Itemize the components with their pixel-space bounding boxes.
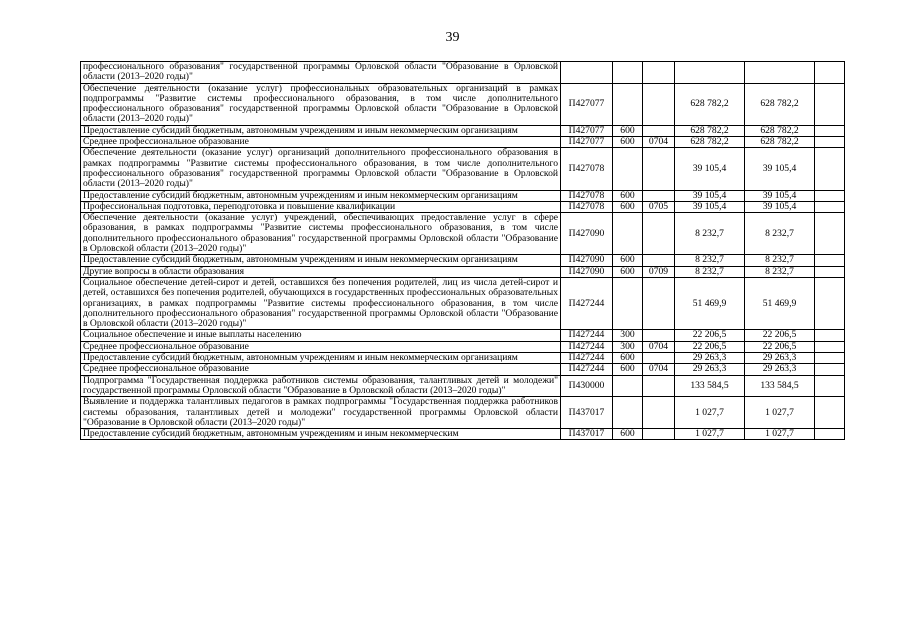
table-row [81,353,845,364]
table-row [81,148,845,190]
row-amount-2-cell: 1 027,7 [745,397,815,429]
row-name-cell: Обеспечение деятельности (оказание услуг) учреждений, обеспечивающих предоставление услуг в сфере образования, в рамках подпрограммы "Развитие системы профессионального образования, в том числе дополнительного профессионального образования" государственной программы Орловской области "Образование в Орловской области (2013–2020 годы)" [81,213,561,255]
row-name-cell: Среднее профессиональное образование [81,364,561,375]
row-code-cell: П427244 [561,353,613,364]
row-expense-type-cell [613,375,643,397]
row-expense-type-cell: 600 [613,137,643,148]
row-amount-2-cell: 628 782,2 [745,137,815,148]
row-amount-1-cell: 628 782,2 [675,137,745,148]
row-code-cell: П437017 [561,397,613,429]
row-extra-cell [815,213,845,255]
row-extra-cell [815,62,845,84]
row-amount-1-cell: 39 105,4 [675,201,745,212]
table-row [81,125,845,136]
row-expense-type-cell [613,213,643,255]
row-amount-1-cell: 39 105,4 [675,148,745,190]
row-amount-1-cell: 39 105,4 [675,190,745,201]
row-amount-1-cell: 22 206,5 [675,330,745,341]
table-row [81,201,845,212]
row-section-cell [643,397,675,429]
table-row [81,429,845,440]
row-amount-2-cell: 39 105,4 [745,148,815,190]
row-section-cell [643,62,675,84]
row-code-cell: П430000 [561,375,613,397]
row-name-cell: Среднее профессиональное образование [81,341,561,352]
row-name-cell: Предоставление субсидий бюджетным, автономным учреждениям и иным некоммерческим организациям [81,125,561,136]
row-extra-cell [815,266,845,277]
row-expense-type-cell: 600 [613,190,643,201]
row-amount-2-cell: 628 782,2 [745,83,815,125]
row-amount-1-cell: 628 782,2 [675,83,745,125]
row-section-cell [643,125,675,136]
table-row [81,137,845,148]
row-code-cell: П427078 [561,201,613,212]
row-amount-1-cell: 628 782,2 [675,125,745,136]
row-amount-2-cell: 22 206,5 [745,330,815,341]
table-row [81,341,845,352]
row-section-cell: 0705 [643,201,675,212]
row-amount-1-cell: 133 584,5 [675,375,745,397]
row-amount-2-cell: 8 232,7 [745,213,815,255]
row-expense-type-cell: 600 [613,255,643,266]
row-expense-type-cell: 600 [613,364,643,375]
row-amount-1-cell: 8 232,7 [675,266,745,277]
row-name-cell: Предоставление субсидий бюджетным, автономным учреждениям и иным некоммерческим организациям [81,190,561,201]
table-row [81,364,845,375]
table-row [81,213,845,255]
row-name-cell: Предоставление субсидий бюджетным, автономным учреждениям и иным некоммерческим организациям [81,255,561,266]
row-amount-1-cell: 8 232,7 [675,213,745,255]
row-expense-type-cell [613,277,643,329]
row-name-cell: профессионального образования" государственной программы Орловской области "Образование в Орловской области (2013–2020 годы)" [81,62,561,84]
table-row [81,375,845,397]
row-name-cell: Социальное обеспечение детей-сирот и детей, оставшихся без попечения родителей, лиц из числа детей-сирот и детей, оставшихся без попечения родителей, обучающихся в государственных профессиональных образовательных организациях, в рамках подпрограммы "Развитие системы профессионального образования, в том числе дополнительного профессионального образования" государственной программы Орловской области "Образование в Орловской области (2013–2020 годы)" [81,277,561,329]
row-extra-cell [815,375,845,397]
row-expense-type-cell [613,62,643,84]
row-amount-2-cell: 1 027,7 [745,429,815,440]
row-extra-cell [815,429,845,440]
row-expense-type-cell: 600 [613,266,643,277]
row-code-cell: П427244 [561,277,613,329]
row-section-cell: 0704 [643,137,675,148]
row-expense-type-cell: 300 [613,341,643,352]
row-extra-cell [815,83,845,125]
row-section-cell [643,330,675,341]
row-section-cell [643,148,675,190]
row-extra-cell [815,190,845,201]
table-row [81,266,845,277]
row-name-cell: Профессиональная подготовка, переподготовка и повышение квалификации [81,201,561,212]
row-name-cell: Обеспечение деятельности (оказание услуг) профессиональных образовательных организаций в рамках подпрограммы "Развитие системы профессионального образования, в том числе дополнительного профессионального образования" государственной программы Орловской области "Образование в Орловской области (2013–2020 годы)" [81,83,561,125]
row-name-cell: Среднее профессиональное образование [81,137,561,148]
row-code-cell: П427077 [561,83,613,125]
row-extra-cell [815,125,845,136]
row-amount-2-cell: 133 584,5 [745,375,815,397]
row-section-cell [643,353,675,364]
row-code-cell: П427090 [561,266,613,277]
row-extra-cell [815,341,845,352]
table-row [81,62,845,84]
row-section-cell: 0709 [643,266,675,277]
row-expense-type-cell [613,83,643,125]
row-amount-1-cell: 22 206,5 [675,341,745,352]
row-code-cell: П427078 [561,190,613,201]
row-expense-type-cell: 300 [613,330,643,341]
row-expense-type-cell: 600 [613,429,643,440]
row-code-cell: П427244 [561,341,613,352]
row-name-cell: Другие вопросы в области образования [81,266,561,277]
row-extra-cell [815,353,845,364]
row-code-cell: П427078 [561,148,613,190]
row-extra-cell [815,255,845,266]
row-code-cell: П427090 [561,255,613,266]
row-amount-2-cell: 29 263,3 [745,364,815,375]
table-row [81,397,845,429]
row-section-cell: 0704 [643,364,675,375]
table-row [81,255,845,266]
row-extra-cell [815,137,845,148]
row-code-cell: П427077 [561,137,613,148]
row-amount-1-cell: 29 263,3 [675,364,745,375]
row-amount-2-cell: 8 232,7 [745,255,815,266]
row-section-cell [643,277,675,329]
row-section-cell [643,255,675,266]
row-expense-type-cell: 600 [613,125,643,136]
row-amount-1-cell: 51 469,9 [675,277,745,329]
row-code-cell [561,62,613,84]
row-expense-type-cell [613,397,643,429]
row-section-cell [643,429,675,440]
row-amount-2-cell: 39 105,4 [745,190,815,201]
row-amount-1-cell: 8 232,7 [675,255,745,266]
row-extra-cell [815,277,845,329]
row-expense-type-cell: 600 [613,353,643,364]
row-amount-2-cell: 628 782,2 [745,125,815,136]
row-code-cell: П427077 [561,125,613,136]
row-code-cell: П427244 [561,330,613,341]
row-amount-1-cell: 1 027,7 [675,429,745,440]
row-code-cell: П427244 [561,364,613,375]
row-section-cell [643,190,675,201]
row-amount-2-cell: 39 105,4 [745,201,815,212]
row-extra-cell [815,330,845,341]
row-amount-2-cell: 8 232,7 [745,266,815,277]
row-name-cell: Обеспечение деятельности (оказание услуг) организаций дополнительного профессионального образования в рамках подпрограммы "Развитие системы профессионального образования, в том числе дополнительного профессионального образования" государственной программы Орловской области "Образование в Орловской области (2013–2020 годы)" [81,148,561,190]
page-number: 39 [445,30,460,45]
row-extra-cell [815,364,845,375]
row-amount-1-cell [675,62,745,84]
table-row [81,190,845,201]
row-name-cell: Выявление и поддержка талантливых педагогов в рамках подпрограммы "Государственная поддержка работников системы образования, талантливых детей и молодежи" государственной программы Орловской области "Образование в Орловской области (2013–2020 годы)" [81,397,561,429]
row-name-cell: Социальное обеспечение и иные выплаты населению [81,330,561,341]
row-amount-2-cell: 22 206,5 [745,341,815,352]
table-row [81,83,845,125]
row-extra-cell [815,201,845,212]
row-name-cell: Предоставление субсидий бюджетным, автономным учреждениям и иным некоммерческим [81,429,561,440]
row-extra-cell [815,397,845,429]
row-section-cell [643,375,675,397]
row-section-cell [643,83,675,125]
row-amount-2-cell [745,62,815,84]
row-amount-2-cell: 29 263,3 [745,353,815,364]
row-code-cell: П427090 [561,213,613,255]
budget-table-body [81,62,845,440]
budget-table [80,61,845,440]
row-expense-type-cell [613,148,643,190]
row-name-cell: Предоставление субсидий бюджетным, автономным учреждениям и иным некоммерческим организациям [81,353,561,364]
row-name-cell: Подпрограмма "Государственная поддержка работников системы образования, талантливых детей и молодежи" государственной программы Орловской области "Образование в Орловской области (2013–2020 годы)" [81,375,561,397]
row-section-cell: 0704 [643,341,675,352]
table-row [81,330,845,341]
row-extra-cell [815,148,845,190]
table-row [81,277,845,329]
row-code-cell: П437017 [561,429,613,440]
row-amount-2-cell: 51 469,9 [745,277,815,329]
row-amount-1-cell: 29 263,3 [675,353,745,364]
row-expense-type-cell: 600 [613,201,643,212]
row-section-cell [643,213,675,255]
row-amount-1-cell: 1 027,7 [675,397,745,429]
